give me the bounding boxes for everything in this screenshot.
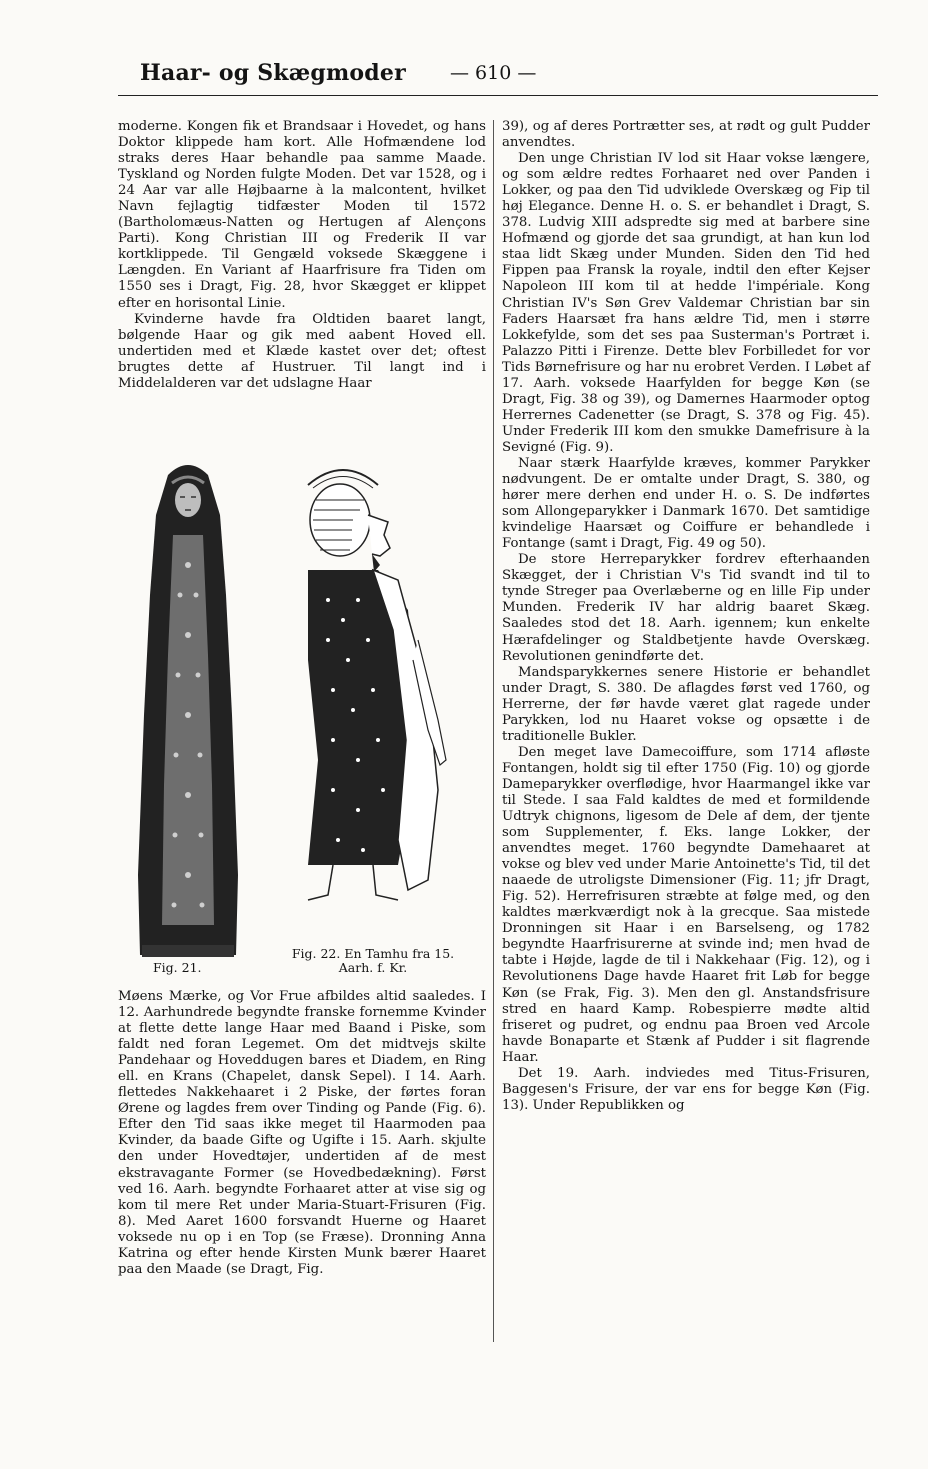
paragraph: Den unge Christian IV lod sit Haar vokse længere, og som ældre redtes Forhaaret ned over Panden i Lokker, og paa den Tid udviklede Overskæg og Fip til høj Elegance. Denne H. o. S. er behandlet i Dragt, S. 378. Ludvig XIII adspredte sig med at barbere sine Hofmænd og gjorde det saa grundigt, at han kun lod staa lidt Skæg under Munden. Siden den Tid hed Fippen paa Fransk la royale, indtil den efter Kejser Napoleon III kom til at hedde l'impériale. Kong Christian IV's Søn Grev Valdemar Christian bar sin Faders Haarsæt fra hans ældre Tid, men i større Lokkefylde, som det ses paa Susterman's Portræt i. Palazzo Pitti i Firenze. Dette blev Forbilledet for vor Tids Børnefrisure og har nu erobret Verden. I Løbet af 17. Aarh. voksede Haarfylden for begge Køn (se Dragt, Fig. 38 og 39), og Damernes Haarmoder optog Herrernes Cadenetter (se Dragt, S. 378 og Fig. 45). Under Frederik III kom den smukke Damefrisure à la Sevigné (Fig. 9). — [502, 151, 870, 455]
page-number: — 610 — — [450, 62, 537, 84]
figures-block — [118, 455, 488, 985]
paragraph: De store Herreparykker fordrev efterhaanden Skægget, der i Christian V's Tid svandt ind til to tynde Streger paa Overlæberne og en lille Fip under Munden. Frederik IV har aldrig baaret Skæg. Saaledes stod det 18. Aarh. igennem; kun enkelte Hærafdelinger og Staldbetjente havde Overskæg. Revolutionen genindførte det. — [502, 552, 870, 664]
figure-22-caption: Fig. 22. En Tamhu fra 15. Aarh. f. Kr. — [291, 946, 455, 975]
page-header — [140, 58, 875, 94]
header-rule — [118, 95, 878, 96]
paragraph: Kvinderne havde fra Oldtiden baaret langt, bølgende Haar og gik med aabent Hoved ell. undertiden med et Klæde kastet over det; oftest brugtes dette af Hustruer. Til langt ind i Middelalderen var det udslagne Haar — [118, 311, 486, 391]
paragraph: Mandsparykkernes senere Historie er behandlet under Dragt, S. 380. De aflagdes først ved 1760, og Herrerne, der før havde været glat ragede under Parykken, lod nu Haaret vokse og opsætte i de traditionelle Bukler. — [502, 664, 870, 744]
paragraph: Møens Mærke, og Vor Frue afbildes altid saaledes. I 12. Aarhundrede begyndte franske fornemme Kvinder at flette dette lange Haar med Baand i Piske, som faldt ned foran Legemet. Om det midtvejs skilte Pandehaar og Hoveddugen bares et Diadem, en Ring ell. en Krans (Chapelet, dansk Sepel). I 14. Aarh. flettedes Nakkehaaret i 2 Piske, der førtes foran Ørene og lagdes frem over Tinding og Pande (Fig. 6). Efter den Tid saas ikke meget til Haarmoden paa Kvinder, da baade Gifte og Ugifte i 15. Aarh. skjulte den under Hovedtøjer, undertiden af de mest ekstravagante Former (se Hovedbedækning). Først ved 16. Aarh. begyndte Forhaaret atter at vise sig og kom til mere Ret under Maria-Stuart-Frisuren (Fig. 8). Med Aaret 1600 forsvandt Huerne og Haaret voksede nu op i en Top (se Fræse). Dronning Anna Katrina og efter hende Kirsten Munk bærer Haaret paa den Maade (se Dragt, Fig. — [118, 989, 486, 1277]
left-column-top — [118, 119, 486, 392]
paragraph: moderne. Kongen fik et Brandsaar i Hovedet, og hans Doktor klippede ham kort. Alle Hofmændene lod straks deres Haar behandle paa samme Maade. Tyskland og Norden fulgte Moden. Det var 1528, og i 24 Aar var alle Højbaarne à la malcontent, hvilket Navn fejlagtig tidfæster Moden til 1572 (Bartholomæus-Natten og Hertugen af Alençons Parti). Kong Christian III og Frederik II var kortklippede. Til Gengæld voksede Skæggene i Længden. En Variant af Haarfrisure fra Tiden om 1550 ses i Dragt, Fig. 28, hvor Skægget er klippet efter en horisontal Linie. — [118, 119, 486, 311]
figure-22-image — [288, 460, 463, 905]
figure-21-caption: Fig. 21. — [153, 960, 202, 975]
left-column-bottom — [118, 989, 486, 1278]
paragraph: Den meget lave Damecoiffure, som 1714 afløste Fontangen, holdt sig til efter 1750 (Fig. 10) og gjorde Dameparykker overflødige, hvor Haarmangel ikke var til Stede. I saa Fald kaldtes de med et formildende Udtryk chignons, ligesom de Dele af dem, der tjente som Supplementer, f. Eks. lange Lokker, der anvendtes meget. 1760 begyndte Damehaaret at vokse og blev ved under Marie Antoinette's Tid, til det naaede de utroligste Dimensioner (Fig. 11; jfr Dragt, Fig. 52). Herrefrisuren stræbte at følge med, og den kaldtes mærkværdigt nok à la grecque. Saa mistede Dronningen sit Haar i en Barselseng, og 1782 begyndte Haarfrisurerne at svinde ind; men hvad de tabte i Højde, lagde de til i Nakkehaar (Fig. 12), og i Revolutionens Dage havde Haaret frit Løb for begge Køn (se Frak, Fig. 3). Men den gl. Anstandsfrisure stred en haard Kamp. Robespierre mødte altid friseret og pudret, og endnu paa Broen ved Arcole havde Bonaparte et Stænk af Pudder i sit flagrende Haar. — [502, 744, 870, 1065]
paragraph: Det 19. Aarh. indviedes med Titus-Frisuren, Baggesen's Frisure, der var ens for begge Køn (Fig. 13). Under Republikken og — [502, 1065, 870, 1113]
column-divider — [493, 120, 494, 1342]
paragraph: 39), og af deres Portrætter ses, at rødt og gult Pudder anvendtes. — [502, 119, 870, 151]
right-column — [502, 119, 870, 1114]
paragraph: Naar stærk Haarfylde kræves, kommer Parykker nødvungent. De er omtalte under Dragt, S. 380, og hører mere derhen end under H. o. S. De indførtes som Allongeparykker i Danmark 1670. Det samtidige kvindelige Haarsæt og Coiffure er behandlede i Fontange (samt i Dragt, Fig. 49 og 50). — [502, 455, 870, 552]
figure-21-image — [128, 455, 248, 960]
running-title: Haar- og Skægmoder — [140, 60, 406, 86]
